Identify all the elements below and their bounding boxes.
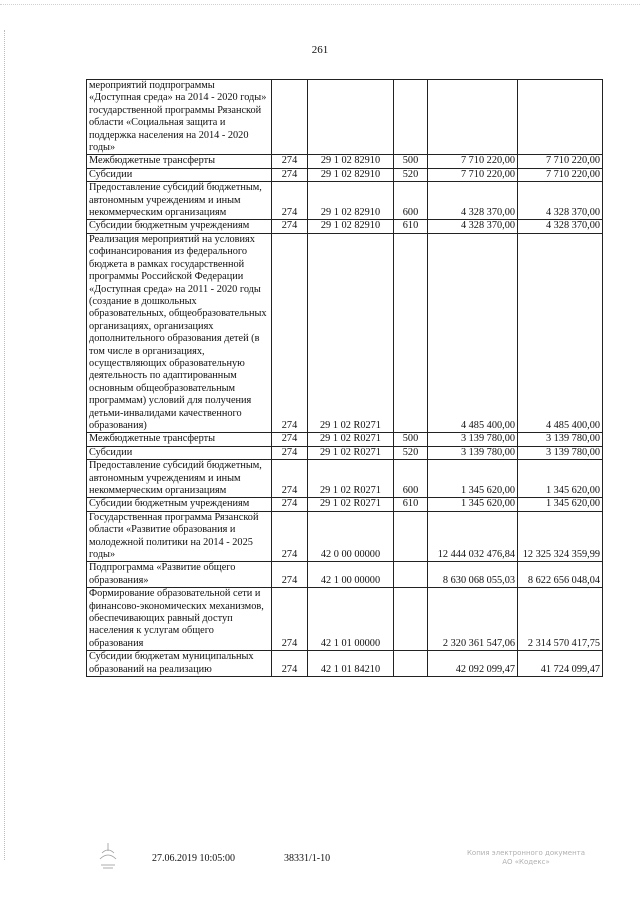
cell-name: Субсидии xyxy=(87,446,272,459)
table-row xyxy=(87,460,603,498)
cell-name: Формирование образовательной сети и финансово-экономических механизмов, обеспечивающих равный доступ населения к услугам общего образования xyxy=(87,588,272,651)
cell-target-article: 29 1 02 82910 xyxy=(308,168,394,181)
cell-amount-year-1: 1 345 620,00 xyxy=(428,498,518,511)
cell-department-code: 274 xyxy=(272,588,308,651)
cell-target-article: 42 1 00 00000 xyxy=(308,562,394,588)
footer-document-code: 38331/1-10 xyxy=(284,853,331,864)
cell-target-article xyxy=(308,80,394,155)
cell-target-article: 29 1 02 R0271 xyxy=(308,446,394,459)
cell-department-code: 274 xyxy=(272,155,308,168)
table-row xyxy=(87,498,603,511)
table-row xyxy=(87,80,603,155)
cell-expense-type: 500 xyxy=(394,433,428,446)
cell-expense-type xyxy=(394,651,428,677)
cell-target-article: 42 0 00 00000 xyxy=(308,511,394,562)
cell-amount-year-1: 7 710 220,00 xyxy=(428,155,518,168)
table-row xyxy=(87,588,603,651)
stamp-line-1: Копия электронного документа xyxy=(466,849,586,857)
cell-department-code: 274 xyxy=(272,651,308,677)
cell-target-article: 42 1 01 00000 xyxy=(308,588,394,651)
cell-name: Межбюджетные трансферты xyxy=(87,155,272,168)
cell-department-code: 274 xyxy=(272,498,308,511)
cell-expense-type: 610 xyxy=(394,498,428,511)
cell-expense-type: 520 xyxy=(394,168,428,181)
cell-amount-year-2: 8 622 656 048,04 xyxy=(518,562,603,588)
scan-margin-line xyxy=(4,30,5,860)
cell-amount-year-2: 1 345 620,00 xyxy=(518,498,603,511)
cell-department-code: 274 xyxy=(272,511,308,562)
cell-amount-year-1: 2 320 361 547,06 xyxy=(428,588,518,651)
table-row xyxy=(87,233,603,433)
table-row xyxy=(87,182,603,220)
cell-amount-year-2: 2 314 570 417,75 xyxy=(518,588,603,651)
cell-target-article: 42 1 01 84210 xyxy=(308,651,394,677)
footer-datetime: 27.06.2019 10:05:00 xyxy=(152,853,236,864)
cell-target-article: 29 1 02 R0271 xyxy=(308,233,394,433)
cell-name: Предоставление субсидий бюджетным, автономным учреждениям и иным некоммерческим организациям xyxy=(87,182,272,220)
cell-amount-year-2: 4 328 370,00 xyxy=(518,220,603,233)
cell-amount-year-1: 12 444 032 476,84 xyxy=(428,511,518,562)
cell-target-article: 29 1 02 R0271 xyxy=(308,498,394,511)
cell-name: Субсидии бюджетным учреждениям xyxy=(87,498,272,511)
cell-target-article: 29 1 02 R0271 xyxy=(308,433,394,446)
cell-amount-year-2: 4 485 400,00 xyxy=(518,233,603,433)
cell-amount-year-2 xyxy=(518,80,603,155)
cell-name: Государственная программа Рязанской области «Развитие образования и молодежной политики на 2014 - 2025 годы» xyxy=(87,511,272,562)
cell-name: Подпрограмма «Развитие общего образования» xyxy=(87,562,272,588)
cell-expense-type: 600 xyxy=(394,460,428,498)
cell-department-code: 274 xyxy=(272,562,308,588)
cell-amount-year-1: 4 328 370,00 xyxy=(428,220,518,233)
page-footer xyxy=(0,849,640,883)
cell-amount-year-1: 1 345 620,00 xyxy=(428,460,518,498)
cell-target-article: 29 1 02 82910 xyxy=(308,220,394,233)
cell-department-code: 274 xyxy=(272,168,308,181)
cell-target-article: 29 1 02 82910 xyxy=(308,182,394,220)
cell-amount-year-2: 4 328 370,00 xyxy=(518,182,603,220)
stamp-line-2: АО «Кодекс» xyxy=(502,858,550,866)
cell-amount-year-2: 41 724 099,47 xyxy=(518,651,603,677)
cell-department-code: 274 xyxy=(272,446,308,459)
cell-department-code: 274 xyxy=(272,433,308,446)
cell-name: Межбюджетные трансферты xyxy=(87,433,272,446)
cell-amount-year-1: 4 328 370,00 xyxy=(428,182,518,220)
cell-name: Субсидии бюджетным учреждениям xyxy=(87,220,272,233)
cell-target-article: 29 1 02 82910 xyxy=(308,155,394,168)
table-row xyxy=(87,651,603,677)
table-row xyxy=(87,511,603,562)
cell-department-code: 274 xyxy=(272,220,308,233)
cell-amount-year-2: 7 710 220,00 xyxy=(518,168,603,181)
cell-amount-year-1: 8 630 068 055,03 xyxy=(428,562,518,588)
cell-expense-type: 600 xyxy=(394,182,428,220)
cell-amount-year-1: 42 092 099,47 xyxy=(428,651,518,677)
cell-name: Реализация мероприятий на условиях софинансирования из федерального бюджета в рамках государственной программы Российской Федерации «Доступная среда» на 2011 - 2020 годы (создание в дошкольных образовательных, общеобразовательных организациях, организациях дополнительного образования детей (в том числе в организациях, осуществляющих образовательную деятельность по адаптированным основным общеобразовательным программам) условий для получения детьми-инвалидами качественного образования) xyxy=(87,233,272,433)
cell-amount-year-2: 3 139 780,00 xyxy=(518,446,603,459)
cell-name: мероприятий подпрограммы «Доступная среда» на 2014 - 2020 годы» государственной программы Рязанской области «Социальная защита и поддержка населения на 2014 - 2020 годы» xyxy=(87,80,272,155)
cell-amount-year-1: 4 485 400,00 xyxy=(428,233,518,433)
cell-name: Предоставление субсидий бюджетным, автономным учреждениям и иным некоммерческим организациям xyxy=(87,460,272,498)
cell-name: Субсидии бюджетам муниципальных образований на реализацию xyxy=(87,651,272,677)
cell-expense-type: 500 xyxy=(394,155,428,168)
cell-expense-type xyxy=(394,511,428,562)
cell-amount-year-1: 3 139 780,00 xyxy=(428,446,518,459)
cell-expense-type: 520 xyxy=(394,446,428,459)
cell-amount-year-1 xyxy=(428,80,518,155)
table-row xyxy=(87,168,603,181)
cell-expense-type xyxy=(394,562,428,588)
cell-amount-year-2: 1 345 620,00 xyxy=(518,460,603,498)
cell-amount-year-2: 12 325 324 359,99 xyxy=(518,511,603,562)
table-row xyxy=(87,446,603,459)
page-number: 261 xyxy=(311,44,329,56)
electronic-copy-stamp xyxy=(446,849,606,867)
cell-amount-year-1: 7 710 220,00 xyxy=(428,168,518,181)
cell-amount-year-2: 3 139 780,00 xyxy=(518,433,603,446)
cell-department-code: 274 xyxy=(272,460,308,498)
budget-table xyxy=(86,79,603,677)
cell-name: Субсидии xyxy=(87,168,272,181)
table-row xyxy=(87,562,603,588)
budget-table-body xyxy=(87,80,603,677)
scan-edge-line xyxy=(0,4,640,5)
cell-target-article: 29 1 02 R0271 xyxy=(308,460,394,498)
cell-department-code: 274 xyxy=(272,182,308,220)
table-row xyxy=(87,433,603,446)
cell-expense-type: 610 xyxy=(394,220,428,233)
cell-expense-type xyxy=(394,233,428,433)
cell-amount-year-1: 3 139 780,00 xyxy=(428,433,518,446)
cell-department-code: 274 xyxy=(272,233,308,433)
document-emblem-icon xyxy=(96,841,120,871)
cell-amount-year-2: 7 710 220,00 xyxy=(518,155,603,168)
cell-expense-type xyxy=(394,588,428,651)
table-row xyxy=(87,220,603,233)
cell-expense-type xyxy=(394,80,428,155)
cell-department-code xyxy=(272,80,308,155)
table-row xyxy=(87,155,603,168)
